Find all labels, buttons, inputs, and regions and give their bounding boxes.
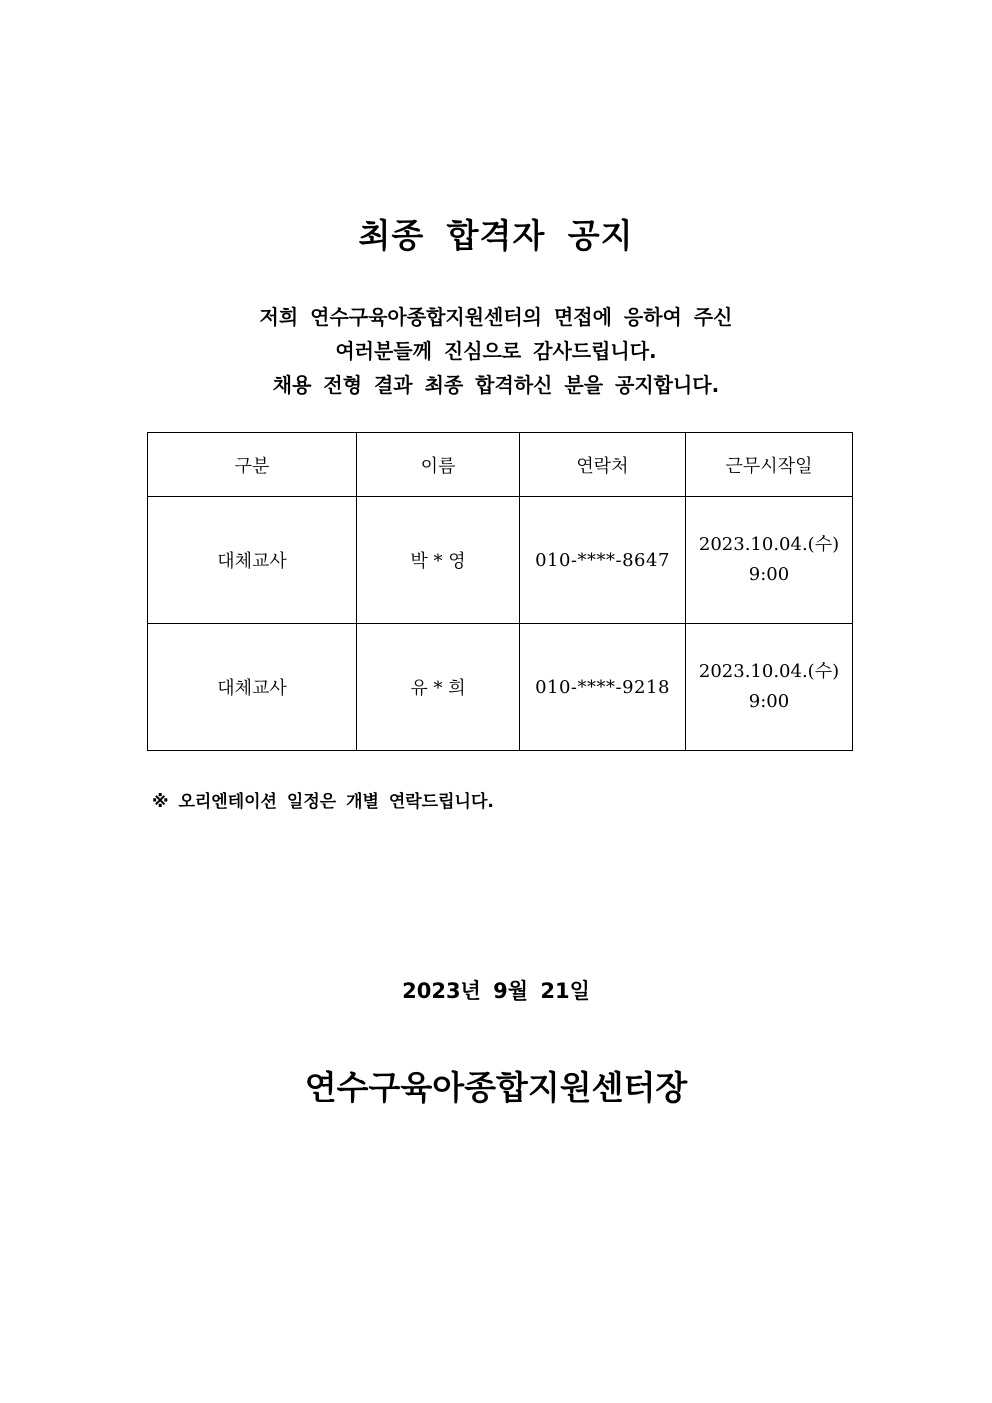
cell-name: 박 * 영 xyxy=(357,497,520,624)
cell-start xyxy=(686,497,853,624)
table-row xyxy=(148,624,853,751)
cell-start-time: 9:00 xyxy=(748,564,790,585)
notice-date: 2023년 9월 21일 xyxy=(402,979,590,1003)
cell-category: 대체교사 xyxy=(148,497,357,624)
cell-start-time: 9:00 xyxy=(748,691,790,712)
intro-line-2: 여러분들께 진심으로 감사드립니다. xyxy=(335,339,657,363)
orientation-note: ※ 오리엔테이션 일정은 개별 연락드립니다. xyxy=(152,792,494,812)
cell-name: 유 * 희 xyxy=(357,624,520,751)
signer: 연수구육아종합지원센터장 xyxy=(304,1068,688,1107)
header-category: 구분 xyxy=(148,433,357,497)
table-header-row xyxy=(148,433,853,497)
page-title: 최종 합격자 공지 xyxy=(358,216,634,255)
cell-category: 대체교사 xyxy=(148,624,357,751)
cell-contact: 010-****-9218 xyxy=(520,624,686,751)
header-start-date: 근무시작일 xyxy=(686,433,853,497)
intro-line-3: 채용 전형 결과 최종 합격하신 분을 공지합니다. xyxy=(272,373,720,397)
intro-paragraph xyxy=(0,300,992,402)
cell-start-date: 2023.10.04.(수) xyxy=(698,661,840,682)
header-contact: 연락처 xyxy=(520,433,686,497)
cell-start-date: 2023.10.04.(수) xyxy=(698,534,840,555)
table-row xyxy=(148,497,853,624)
intro-line-1: 저희 연수구육아종합지원센터의 면접에 응하여 주신 xyxy=(259,305,733,329)
hires-table xyxy=(147,432,853,751)
header-name: 이름 xyxy=(357,433,520,497)
cell-start xyxy=(686,624,853,751)
cell-contact: 010-****-8647 xyxy=(520,497,686,624)
